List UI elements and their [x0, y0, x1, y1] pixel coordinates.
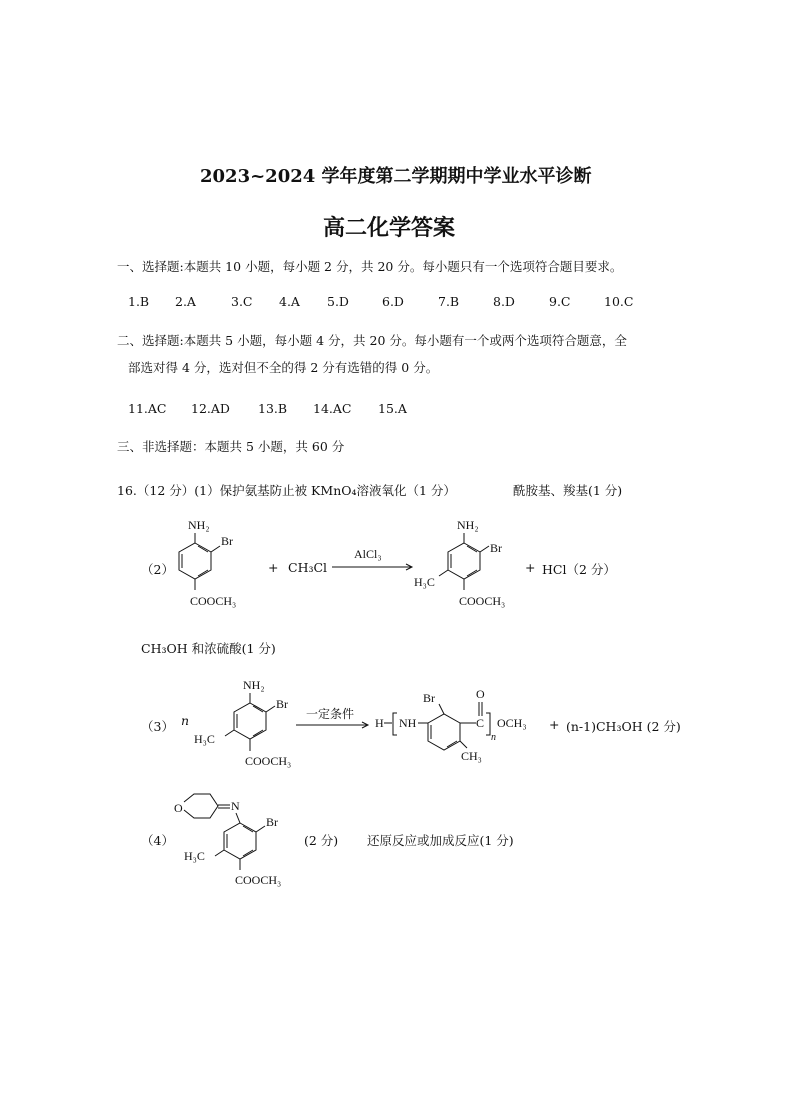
answer-10: 10.C [604, 294, 634, 309]
byproduct-hcl: HCl（2 分） [542, 562, 616, 577]
page-subtitle: 高二化学答案 [323, 215, 456, 241]
answer-9: 9.C [549, 294, 571, 309]
ch3-label: CH₃ [461, 749, 482, 763]
section2-heading-line1: 二、选择题:本题共 5 小题，每小题 4 分，共 20 分。每小题有一个或两个选项符合题意，全 [117, 333, 627, 348]
answer-11: 11.AC [128, 401, 167, 416]
answer-3: 3.C [231, 294, 253, 309]
cooch3-label: COOCH₃ [235, 873, 282, 887]
imine-product-structure [170, 780, 300, 890]
nh-label: NH [399, 716, 417, 730]
q16-part4-score: (2 分) [304, 833, 339, 848]
carbonyl-o-label: O [476, 687, 485, 701]
answer-12: 12.AD [191, 401, 230, 416]
reaction-arrow-2 [296, 705, 376, 735]
byproduct-methanol: (n-1)CH₃OH (2 分) [566, 719, 681, 734]
page-title: 2023~2024 学年度第二学期期中学业水平诊断 [200, 166, 592, 187]
answer-2: 2.A [175, 294, 196, 309]
plus-sign: + [268, 560, 279, 575]
carbonyl-c-label: C [476, 716, 485, 730]
br-label: Br [276, 697, 288, 711]
q16-part1-extra: 酰胺基、羧基(1 分) [513, 483, 623, 498]
condition-label: 一定条件 [306, 707, 355, 721]
plus-sign: + [549, 717, 560, 732]
catalyst-label: AlCl₃ [354, 547, 382, 561]
q16-part1: 16.（12 分）(1）保护氨基防止被 KMnO₄溶液氧化（1 分） [117, 483, 456, 498]
section2-heading-line2: 部选对得 4 分，选对但不全的得 2 分有选错的得 0 分。 [128, 360, 439, 375]
plus-sign: + [525, 560, 536, 575]
cooch3-label: COOCH₃ [459, 594, 506, 608]
answer-6: 6.D [382, 294, 404, 309]
och3-label: OCH₃ [497, 716, 527, 730]
answer-1: 1.B [128, 294, 150, 309]
answer-7: 7.B [438, 294, 460, 309]
answer-8: 8.D [493, 294, 515, 309]
br-label: Br [423, 691, 435, 705]
answer-5: 5.D [327, 294, 349, 309]
answer-15: 15.A [378, 401, 407, 416]
br-label: Br [490, 541, 502, 555]
cooch3-label: COOCH₃ [245, 754, 292, 768]
q16-part2-label: （2） [141, 562, 174, 577]
nh2-label: NH₂ [188, 518, 210, 532]
polymer-subscript-n: n [491, 732, 496, 743]
q16-part4-reaction-type: 还原反应或加成反应(1 分) [367, 833, 514, 848]
reactant-structure-1 [170, 515, 260, 615]
cooch3-label: COOCH₃ [190, 594, 237, 608]
section1-heading: 一、选择题:本题共 10 小题，每小题 2 分，共 20 分。每小题只有一个选项符合题目要求。 [117, 259, 623, 274]
br-label: Br [266, 815, 278, 829]
q16-part2-note: CH₃OH 和浓硫酸(1 分) [141, 641, 276, 656]
ring-oxygen-label: O [174, 801, 183, 815]
answer-13: 13.B [258, 401, 288, 416]
answer-4: 4.A [279, 294, 300, 309]
product-structure-1 [414, 515, 524, 615]
polymer-structure [375, 680, 545, 770]
section3-heading: 三、非选择题：本题共 5 小题，共 60 分 [117, 439, 345, 454]
nh2-label: NH₂ [457, 518, 479, 532]
br-label: Br [221, 534, 233, 548]
answer-14: 14.AC [313, 401, 352, 416]
q16-part4-label: （4） [141, 833, 174, 848]
nh2-label: NH₂ [243, 678, 265, 692]
reaction-arrow-1 [332, 545, 422, 575]
monomer-structure [190, 675, 300, 775]
coefficient-n: n [181, 713, 190, 728]
h3c-label: H₃C [194, 732, 215, 746]
h3c-label: H₃C [414, 575, 435, 589]
reagent-ch3cl: CH₃Cl [288, 560, 328, 575]
section1-answers [128, 294, 633, 309]
imine-n-label: N [231, 799, 240, 813]
h3c-label: H₃C [184, 849, 205, 863]
h-label: H [375, 716, 384, 730]
q16-part3-label: （3） [141, 719, 174, 734]
section2-answers [128, 401, 407, 416]
